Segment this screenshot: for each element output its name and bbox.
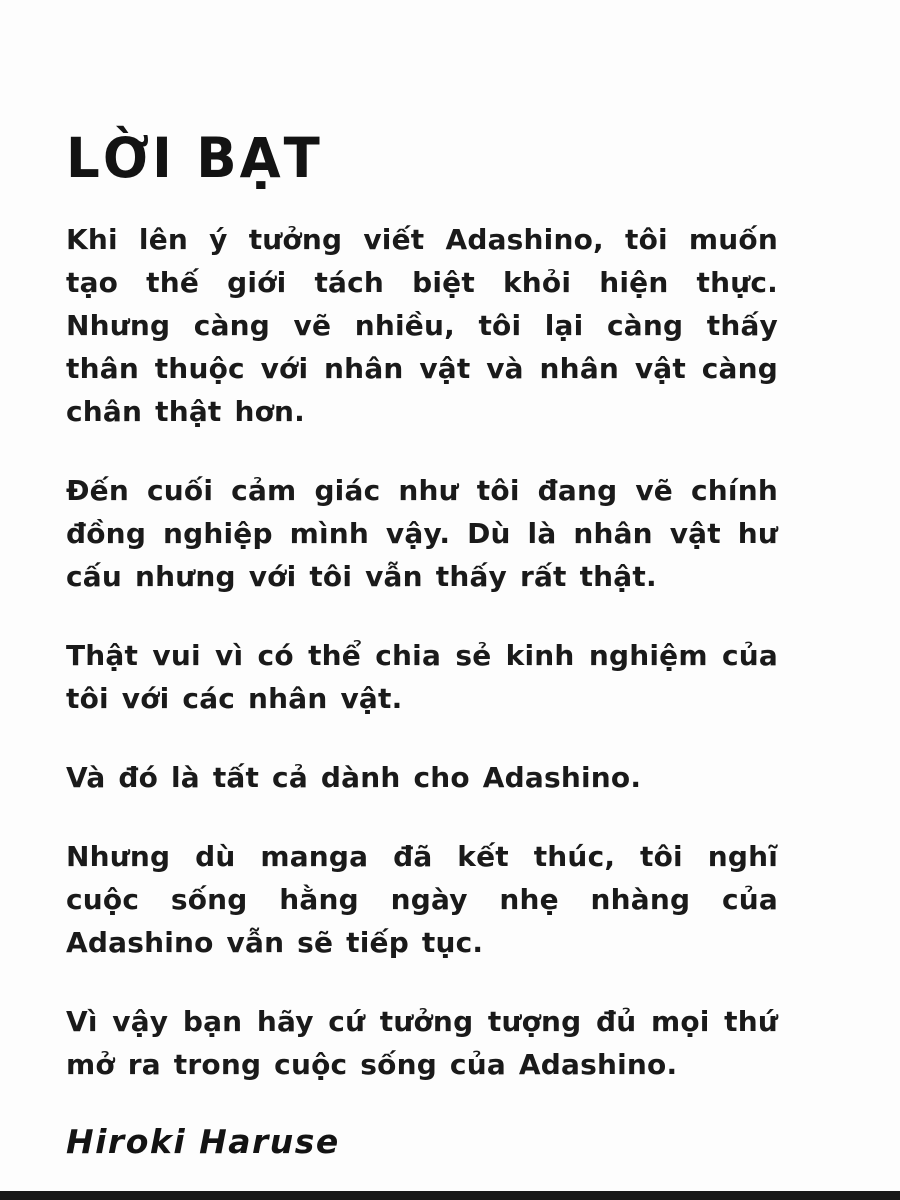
afterword-body — [66, 218, 778, 1086]
paragraph: Thật vui vì có thể chia sẻ kinh nghiệm của tôi với các nhân vật. — [66, 639, 778, 715]
paragraph: Và đó là tất cả dành cho Adashino. — [66, 761, 642, 794]
afterword-content — [66, 0, 778, 1161]
afterword-title: LỜI BẠT — [66, 126, 323, 191]
paragraph: Đến cuối cảm giác như tôi đang vẽ chính đồng nghiệp mình vậy. Dù là nhân vật hư cấu nhưng với tôi vẫn thấy rất thật. — [66, 474, 778, 593]
paragraph: Khi lên ý tưởng viết Adashino, tôi muốn tạo thế giới tách biệt khỏi hiện thực. Nhưng càng vẽ nhiều, tôi lại càng thấy thân thuộc với nhân vật và nhân vật càng chân thật hơn. — [66, 223, 778, 428]
paragraph: Nhưng dù manga đã kết thúc, tôi nghĩ cuộc sống hằng ngày nhẹ nhàng của Adashino vẫn sẽ tiếp tục. — [66, 840, 778, 959]
bottom-scan-bar — [0, 1191, 900, 1200]
paragraph: Vì vậy bạn hãy cứ tưởng tượng đủ mọi thứ mở ra trong cuộc sống của Adashino. — [66, 1005, 778, 1081]
author-signature: Hiroki Haruse — [66, 1122, 340, 1161]
